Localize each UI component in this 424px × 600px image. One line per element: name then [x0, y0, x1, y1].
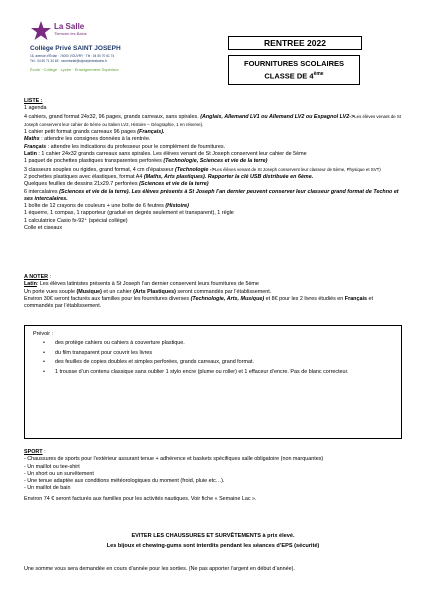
list-item: 1 paquet de pochettes plastiques transparentes perforées (Technologie, Sciences et vie de la terre): [24, 158, 268, 165]
note-environ: Environ 30€ seront facturés aux familles pour les fournitures diverses (Technologie, Arts, Musique) et 8€ pour les 2 livres étudiés en Français et commandés par l’établissement.: [24, 295, 373, 310]
logo-sub: Tlemcen les Bains: [54, 31, 87, 36]
subtitle-line1: FOURNITURES SCOLAIRES: [243, 59, 344, 68]
list-item: Français : attendre les indications du professeur pour le complément de fournitures.: [24, 143, 226, 150]
list-item: 2 pochettes plastiques avec élastiques, format A4 (Maths, Arts plastiques). Rapporter la clé USB distribuée en 6ème.: [24, 173, 314, 180]
logo-tagline: École · Collège · Lycée · Enseignement Supérieur: [30, 67, 119, 72]
sport-environ: Environ 74 € seront facturés aux familles pour les activités nautiques. Voir fiche « Semaine Lac ».: [24, 495, 257, 502]
list-item: • des feuilles de copies doubles et simples perforées, grands carreaux, grand format.: [55, 359, 391, 366]
list-item: 3 classeurs souples ou rigides, grand format, 4 cm d’épaisseur (Technologie ->Les élèves venant de St Joseph conservent leur classeur de 5ème, Physique et SVT): [24, 166, 381, 173]
logo-name: Collège Privé SAINT JOSEPH: [30, 45, 121, 52]
prevoir-title: Prévoir :: [33, 331, 54, 337]
warning-line1: EVITER LES CHAUSSURES ET SURVÊTEMENTS à prix élevé.: [131, 533, 295, 539]
supply-list: [24, 98, 402, 232]
logo-address: 16, avenue d’Évian · 74000 VOUVRY · Tél : 04 50 70 61 74: [30, 54, 115, 58]
list-item: 1 cahier petit format grands carreaux 96 pages (Français).: [24, 129, 165, 136]
list-item: - Une tenue adaptée aux conditions météorologiques du moment (froid, pluie etc…).: [24, 478, 225, 485]
page-title: RENTREE 2022: [228, 36, 362, 50]
list-item: • 1 trousse d’un contenu classique sans oublier 1 stylo encre (plume ou roller) et 1 effaceur d’encre. Pas de blanc correcteur.: [55, 369, 391, 376]
list-item: • des protège cahiers ou cahiers à couverture plastique.: [55, 340, 391, 347]
list-item: 1 calculatrice Casio fx-92⁺ (spécial collège): [24, 217, 128, 224]
list-item: Maths : attendre les consignes données à la rentrée.: [24, 136, 151, 143]
note-heading: A NOTER :: [24, 274, 52, 280]
note-porte-vues: Un porte vues souple (Musique) et un cahier (Arts Plastiques) seront commandés par l’établissement.: [24, 288, 272, 295]
list-item: - Un maillot ou tee-shirt: [24, 463, 80, 470]
subtitle-line2: CLASSE DE 4ème: [264, 71, 324, 81]
list-item: 1 agenda: [24, 105, 47, 112]
list-item: - Un short ou un survêtement: [24, 470, 94, 477]
prevoir-list: [55, 340, 391, 378]
star-icon: [30, 20, 52, 42]
list-item: 4 cahiers, grand format 24x32, 96 pages, grands carreaux, sans spirales. (Anglais, Allemand LV1 ou Allemand LV2 ou Espagnol LV2->Les élèves venant de St Joseph conservent leur cahier de 5ème ou Italien LV2, Histoire – Géographie, 1 en réserve).: [24, 113, 402, 127]
list-item: - Chaussures de sports pour l’extérieur assurant tenue + adhérence et baskets spécifiques salle obligatoire (non marquantes): [24, 456, 324, 463]
logo-contact: Tél : 04 50 71 34 65 · secretariat@stjosephdesbains.fr: [30, 59, 107, 63]
sport-section: [24, 449, 402, 503]
logo-brand: La Salle: [54, 22, 85, 31]
warning-line2: Les bijoux et chewing-gums sont interdits pendant les séances d’EPS (sécurité): [106, 543, 320, 549]
list-item: 1 boîte de 12 crayons de couleurs + une boîte de 6 feutres (Histoire): [24, 203, 189, 210]
list-item: 1 équerre, 1 compas, 1 rapporteur (gradué en degrés seulement et transparent), 1 règle: [24, 210, 234, 217]
list-item: • du film transparent pour couvrir les livres: [55, 350, 391, 357]
list-item: Colle et ciseaux: [24, 225, 63, 232]
list-heading: LISTE :: [24, 98, 43, 104]
list-item: 6 intercalaires (Sciences et vie de la terre). Les élèves présents à St Joseph l’an dernier peuvent conserver leur classeur grand format de Techno et ses intercalaires.: [24, 188, 399, 202]
page-subtitle: [228, 55, 360, 85]
note-section: [24, 274, 402, 310]
list-item: Latin : 1 cahier 24x32 grands carreaux sans spirales. Les élèves venant de St Joseph conservent leur cahier de 5ème: [24, 151, 307, 158]
list-item: Quelques feuilles de dessins 21x29.7 perforées (Sciences et vie de la terre): [24, 181, 209, 188]
footer-note: Une somme vous sera demandée en cours d’année pour les sorties. (Ne pas apporter l’argent en début d’année).: [24, 566, 295, 572]
sport-heading: SPORT :: [24, 449, 46, 455]
note-latin: Latin: Les élèves latinistes présents à St Joseph l’an dernier conservent leurs fournitures de 5ème: [24, 281, 259, 288]
list-item: - Un maillot de bain: [24, 485, 71, 492]
prevoir-box: [24, 325, 402, 439]
school-logo: [24, 18, 174, 80]
